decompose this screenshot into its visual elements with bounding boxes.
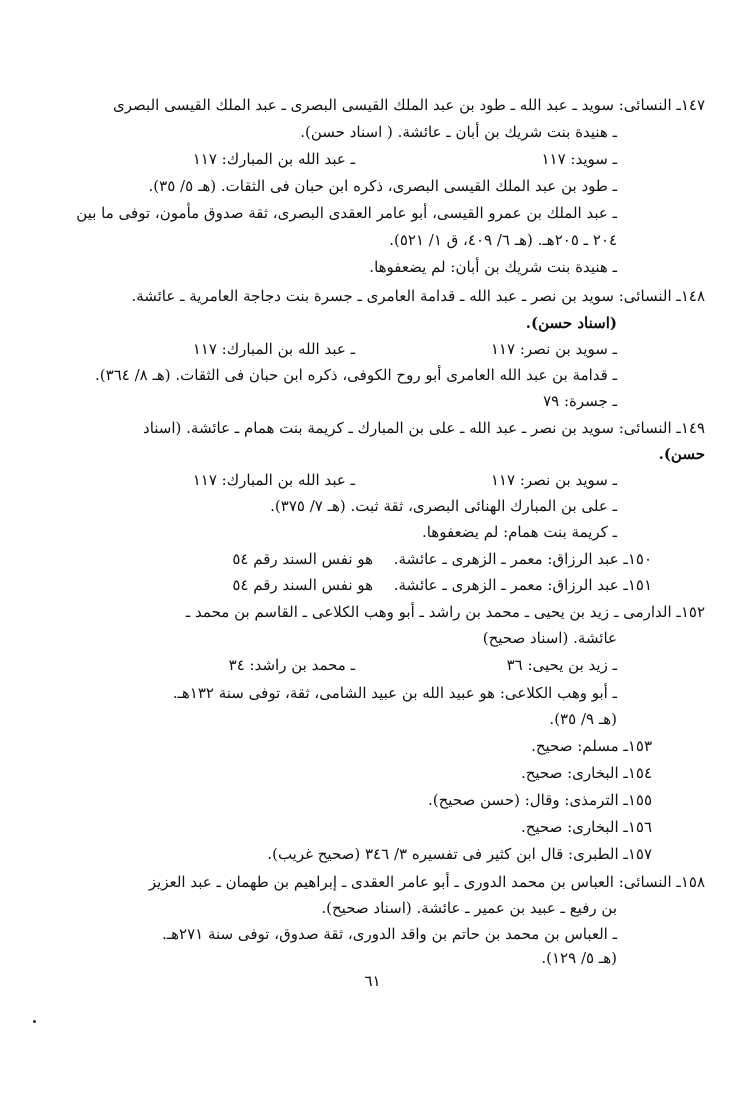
text-line: ـ كريمة بنت همام: لم يضعفوها. — [421, 523, 617, 541]
text-line: ـ طود بن عبد الملك القيسى البصرى، ذكره ابن حبان فى الثقات. (هـ ٥/ ٣٥). — [148, 177, 617, 195]
text-line: ١٥١ـ عبد الرزاق: معمر ـ الزهرى ـ عائشة. — [393, 576, 652, 594]
text-line: ـ هنيدة بنت شريك بن أبان ـ عائشة. ( اسناد حسن). — [300, 123, 617, 141]
text-line: عائشة. (اسناد صحيح) — [482, 629, 617, 647]
text-line: حسن). — [658, 445, 705, 463]
text-line: ـ العباس بن محمد بن حاتم بن واقد الدورى، ثقة صدوق، توفى سنة ٢٧١هـ. — [161, 925, 617, 943]
text-line: ١٥٠ـ عبد الرزاق: معمر ـ الزهرى ـ عائشة. — [393, 550, 652, 568]
text-line: ١٤٧ـ النسائى: سويد ـ عبد الله ـ طود بن عبد الملك القيسى البصرى ـ عبد الملك القيسى البصرى — [113, 96, 705, 114]
text-line: ١٤٩ـ النسائى: سويد بن نصر ـ عبد الله ـ على بن المبارك ـ كريمة بنت همام ـ عائشة. (اسناد — [143, 419, 705, 437]
text-line: ـ سويد بن نصر: ١١٧ — [490, 471, 617, 489]
text-line: (اسناد حسن). — [525, 314, 617, 332]
text-line: ـ سويد: ١١٧ — [541, 150, 617, 168]
text-line: ـ قدامة بن عبد الله العامرى أبو روح الكوفى، ذكره ابن حبان فى الثقات. (هـ ٨/ ٣٦٤). — [95, 366, 617, 384]
text-line: هو نفس السند رقم ٥٤ — [232, 576, 373, 594]
text-line: ـ هنيدة بنت شريك بن أبان: لم يضعفوها. — [369, 258, 617, 276]
text-line: ١٥٤ـ البخارى: صحيح. — [520, 764, 652, 782]
text-line: ـ عبد الله بن المبارك: ١١٧ — [192, 471, 355, 489]
text-line: ـ عبد الله بن المبارك: ١١٧ — [192, 340, 355, 358]
text-line: ـ أبو وهب الكلاعى: هو عبيد الله بن عبيد الشامى، ثقة، توفى سنة ١٣٢هـ. — [172, 684, 617, 702]
text-line: هو نفس السند رقم ٥٤ — [232, 550, 373, 568]
text-line: ـ عبد الله بن المبارك: ١١٧ — [192, 150, 355, 168]
text-line: بن رفيع ـ عبيد بن عمير ـ عائشة. (اسناد صحيح). — [321, 899, 617, 917]
text-line: (هـ ٥/ ١٢٩). — [541, 949, 617, 967]
text-line: ١٥٥ـ الترمذى: وقال: (حسن صحيح). — [428, 791, 652, 809]
text-line: ـ زيد بن يحيى: ٣٦ — [506, 656, 617, 674]
text-line: ـ جسرة: ٧٩ — [543, 392, 617, 410]
text-line: ٢٠٤ ـ ٢٠٥هـ. (هـ ٦/ ٤٠٩، ق ١/ ٥٢١). — [389, 231, 617, 249]
text-line: ١٥٦ـ البخارى: صحيح. — [520, 818, 652, 836]
text-line: (هـ ٩/ ٣٥). — [549, 710, 617, 728]
text-line: ـ سويد بن نصر: ١١٧ — [490, 340, 617, 358]
scan-dot — [33, 1020, 36, 1023]
text-line: ١٥٣ـ مسلم: صحيح. — [531, 737, 652, 755]
text-line: ـ محمد بن راشد: ٣٤ — [228, 656, 355, 674]
page-number: ٦١ — [364, 972, 381, 990]
text-line: ١٥٨ـ النسائى: العباس بن محمد الدورى ـ أبو عامر العقدى ـ إبراهيم بن طهمان ـ عبد العزيز — [148, 873, 705, 891]
text-line: ١٥٧ـ الطبرى: قال ابن كثير فى تفسيره ٣/ ٣٤٦ (صحيح غريب). — [267, 845, 652, 863]
text-line: ـ عبد الملك بن عمرو القيسى، أبو عامر العقدى البصرى، ثقة صدوق مأمون، توفى ما بين — [76, 204, 617, 222]
text-line: ـ على بن المبارك الهنائى البصرى، ثقة ثبت. (هـ ٧/ ٣٧٥). — [270, 497, 617, 515]
text-line: ١٥٢ـ الدارمى ـ زيد بن يحيى ـ محمد بن راشد ـ أبو وهب الكلاعى ـ القاسم بن محمد ـ — [185, 603, 705, 621]
text-line: ١٤٨ـ النسائى: سويد بن نصر ـ عبد الله ـ قدامة العامرى ـ جسرة بنت دجاجة العامرية ـ عائشة. — [131, 287, 705, 305]
